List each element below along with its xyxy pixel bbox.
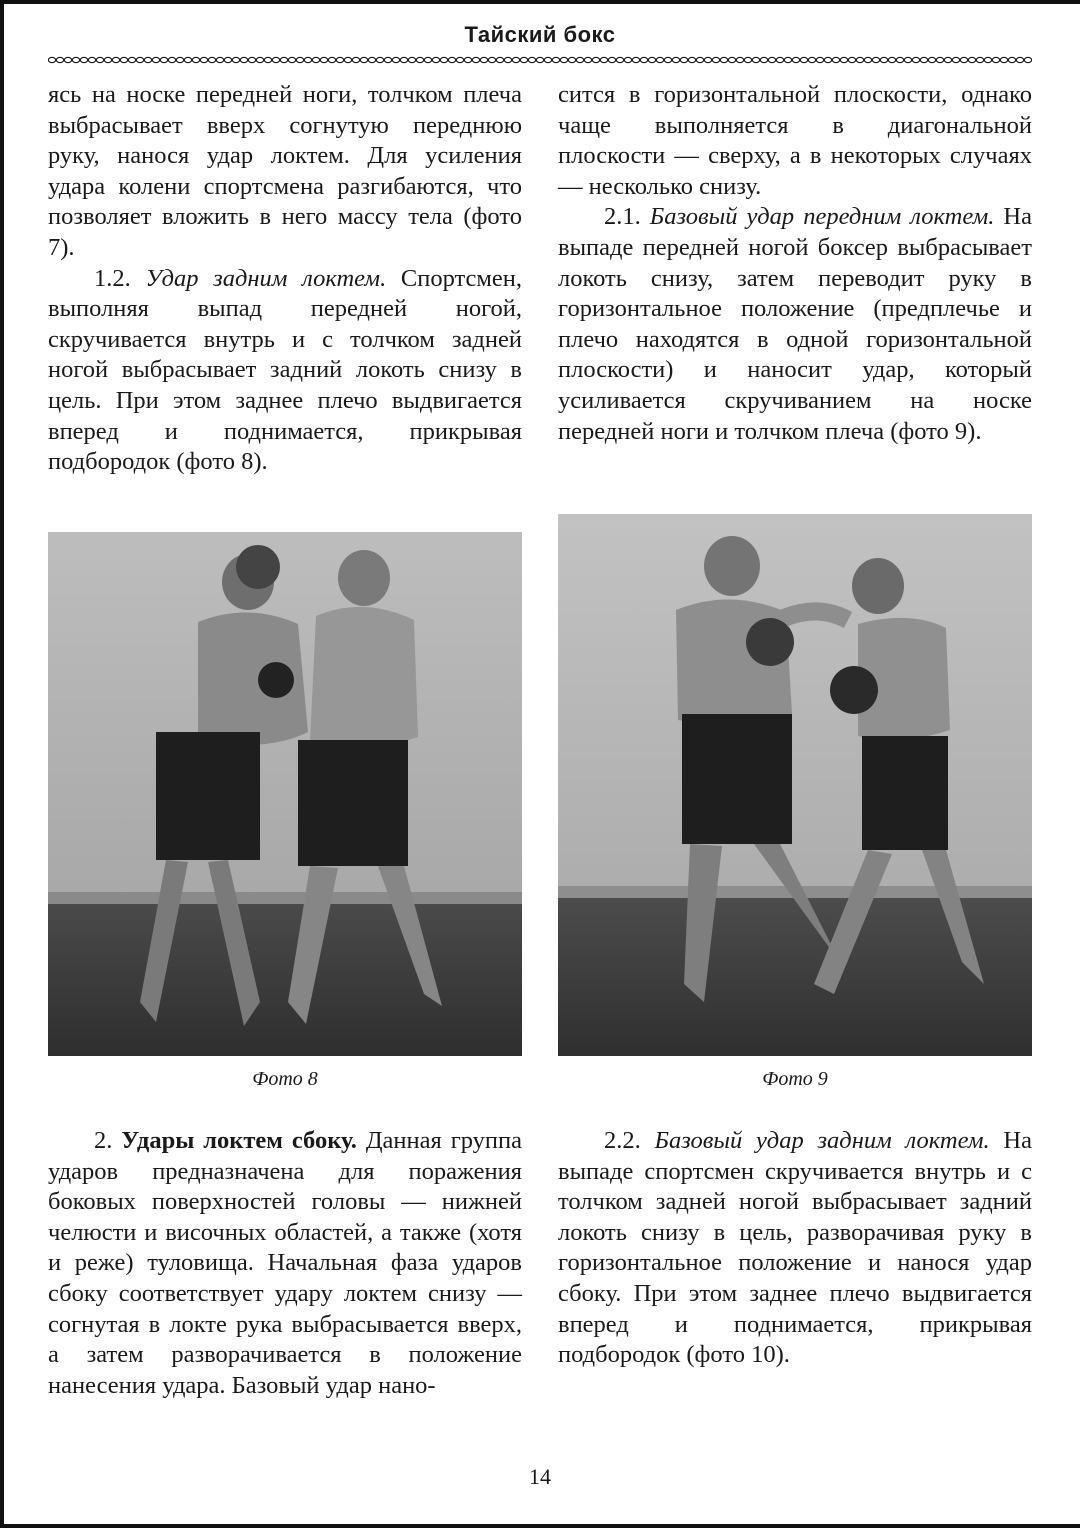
section-title: Базовый удар задним локтем.	[654, 1127, 990, 1154]
photo-8-image	[48, 532, 522, 1056]
section-title: Удар задним локтем.	[145, 264, 387, 292]
bottom-right-column	[558, 1126, 1032, 1371]
section-text: На выпаде спортсмен скручивается внутрь и с толчком задней ногой выбрасывает задний локоть снизу в цель, разворачивая руку в горизонтальное положение и нанося удар сбоку. При этом заднее плечо выдвигается вперед и поднимается, прикрывая подбородок (фото 10).	[558, 1127, 1032, 1369]
section-title: Удары локтем сбоку.	[121, 1127, 357, 1154]
photo-9	[558, 514, 1032, 1056]
photo-9-caption: Фото 9	[762, 1068, 828, 1090]
paragraph-1-2	[48, 264, 522, 478]
top-right-column	[558, 80, 1032, 447]
section-number: 1.2.	[94, 264, 131, 292]
page-border-bottom	[0, 1524, 1080, 1528]
photo-9-image	[558, 514, 1032, 1056]
paragraph-2	[48, 1126, 522, 1401]
section-title: Базовый удар передним локтем.	[649, 203, 995, 231]
paragraph-2-1	[558, 202, 1032, 447]
page-number: 14	[529, 1464, 551, 1489]
page-border-top	[0, 0, 1080, 4]
section-number: 2.	[94, 1127, 113, 1154]
section-text: На выпаде передней ногой боксер выбрасывает локоть снизу, затем переводит руку в горизонтальное положение (предплечье и плечо находятся в одной горизонтальной плоскости) и наносит удар, который усиливается скручиванием на носке передней ноги и толчком плеча (фото 9).	[558, 203, 1032, 445]
paragraph-continued: ясь на носке передней ноги, толчком плеча выбрасывает вверх согнутую переднюю руку, нанося удар локтем. Для усиления удара колени спортсмена разгибаются, что позволяет вложить в него массу тела (фото 7).	[48, 81, 522, 261]
header-ornament-rule	[48, 54, 1032, 66]
section-number: 2.1.	[604, 203, 641, 231]
top-left-column	[48, 80, 522, 478]
paragraph-2-2	[558, 1126, 1032, 1371]
section-text: Данная группа ударов предназначена для поражения боковых поверхностей головы — нижней челюсти и височных областей, а также (хотя и реже) туловища. Начальная фаза ударов сбоку соответствует удару локтем снизу — согнутая в локте рука выбрасывается вверх, а затем разворачивается в положение нанесения удара. Базовый удар нано-	[48, 1127, 523, 1399]
photo-8	[48, 532, 522, 1056]
page-border-left	[0, 0, 4, 1528]
section-number: 2.2.	[604, 1127, 641, 1154]
running-header: Тайский бокс	[464, 22, 616, 47]
photo-8-caption: Фото 8	[252, 1068, 318, 1090]
bottom-left-column	[48, 1126, 522, 1401]
section-text: Спортсмен, выполняя выпад передней ногой, скручивается внутрь и с толчком задней ногой выбрасывает задний локоть снизу в цель. При этом заднее плечо выдвигается вперед и поднимается, прикрывая подбородок (фото 8).	[48, 264, 523, 476]
paragraph-continued: сится в горизонтальной плоскости, однако чаще выполняется в диагональной плоскости — сверху, а в некоторых случаях — несколько снизу.	[558, 81, 1032, 200]
